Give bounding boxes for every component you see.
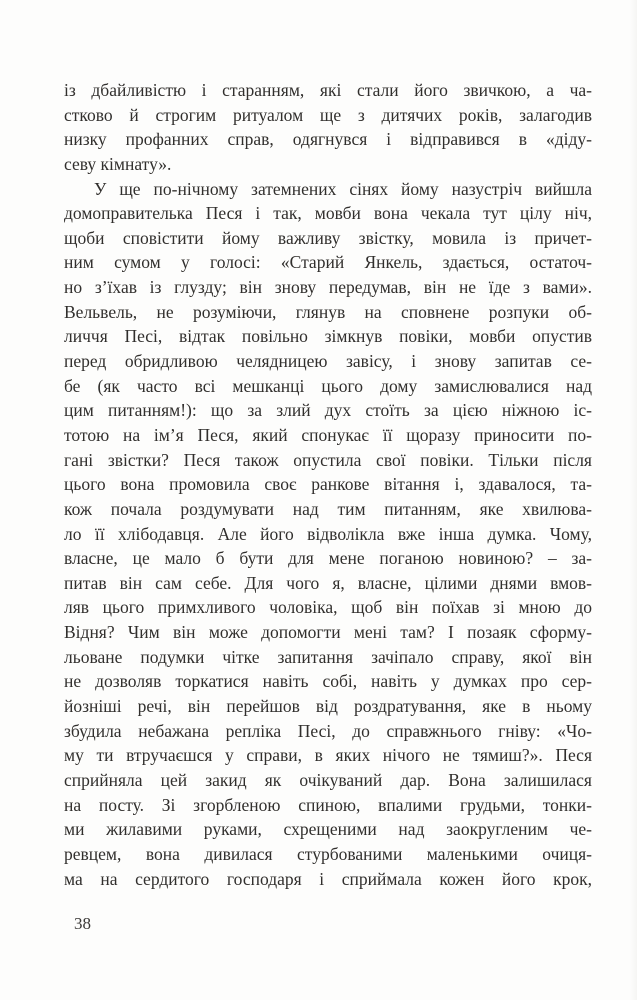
text-line: ма на сердитого господаря і сприймала кожен його крок, (64, 868, 592, 889)
text-line: тотою на ім’я Песя, який спонукає її щоразу приносити по- (64, 424, 592, 445)
text-line: збудила небажана репліка Песі, до справжнього гніву: «Чо- (64, 720, 592, 741)
text-line: ним сумом у голосі: «Старий Янкель, здається, остаточ- (64, 252, 592, 273)
text-line: У ще по-нічному затемнених сінях йому назустріч вийшла (94, 178, 592, 199)
paragraph (64, 78, 592, 177)
page-number: 38 (74, 914, 91, 933)
text-line: домоправителька Песя і так, мовби вона чекала тут цілу ніч, (64, 203, 592, 224)
text-line: севу кімнату». (64, 153, 172, 174)
text-line: ми жилавими руками, схрещеними над заокругленим че- (64, 819, 592, 840)
text-line: льоване подумки чітке запитання зачіпало справу, якої він (64, 646, 592, 667)
text-line: Відня? Чим він може допомогти мені там? І позаяк сформу- (64, 622, 592, 643)
text-line: ревцем, вона дивилася стурбованими маленькими очиця- (64, 843, 592, 864)
text-line: но з’їхав із глузду; він знову передумав, він не їде з вами». (64, 277, 592, 298)
text-line: личчя Песі, відтак повільно зімкнув повіки, мовби опустив (64, 326, 592, 347)
text-line: на посту. Зі згорбленою спиною, впалими грудьми, тонки- (64, 794, 592, 815)
text-line: му ти втручаєшся у справи, в яких нічого не тямиш?». Песя (64, 745, 592, 766)
text-line: Вельвель, не розуміючи, глянув на сповнене розпуки об- (64, 301, 592, 322)
text-line: ло її хлібодавця. Але його відволікла вже інша думка. Чому, (64, 523, 592, 544)
text-line: цього вона промовила своє ранкове вітання і, здавалося, та- (64, 474, 592, 495)
text-line: перед обридливою челядницею завісу, і знову запитав се- (64, 351, 592, 372)
paragraph (64, 177, 592, 892)
text-line: ляв цього примхливого чоловіка, щоб він поїхав зі мною до (64, 597, 592, 618)
text-line: щоби сповістити йому важливу звістку, мовила із причет- (64, 227, 592, 248)
text-line: сприйняла цей закид як очікуваний дар. Вона залишилася (64, 769, 592, 790)
text-line: кож почала роздумувати над тим питанням, яке хвилюва- (64, 498, 592, 519)
text-line: із дбайливістю і старанням, які стали його звичкою, а ча- (64, 80, 592, 100)
page-edge-shadow (630, 0, 637, 1000)
text-line: стково й строгим ритуалом ще з дитячих років, залагодив (64, 104, 592, 125)
text-line: не дозволяв торкатися навіть собі, навіть у думках про сер- (64, 671, 592, 692)
text-line: низку профанних справ, одягнувся і відправився в «діду- (64, 129, 592, 150)
text-line: йозніші речі, він перейшов від роздратування, яке в ньому (64, 696, 592, 717)
text-line: гані звістки? Песя також опустила свої повіки. Тільки після (64, 449, 592, 470)
text-line: цим питанням!): що за злий дух стоїть за цією ніжною іс- (64, 400, 592, 421)
text-line: власне, це мало б бути для мене поганою новиною? – за- (64, 548, 592, 569)
text-line: бе (як часто всі мешканці цього дому замислювалися над (64, 375, 592, 396)
page-text (64, 78, 592, 891)
text-line: питав він сам себе. Для чого я, власне, цілими днями вмов- (64, 572, 592, 593)
